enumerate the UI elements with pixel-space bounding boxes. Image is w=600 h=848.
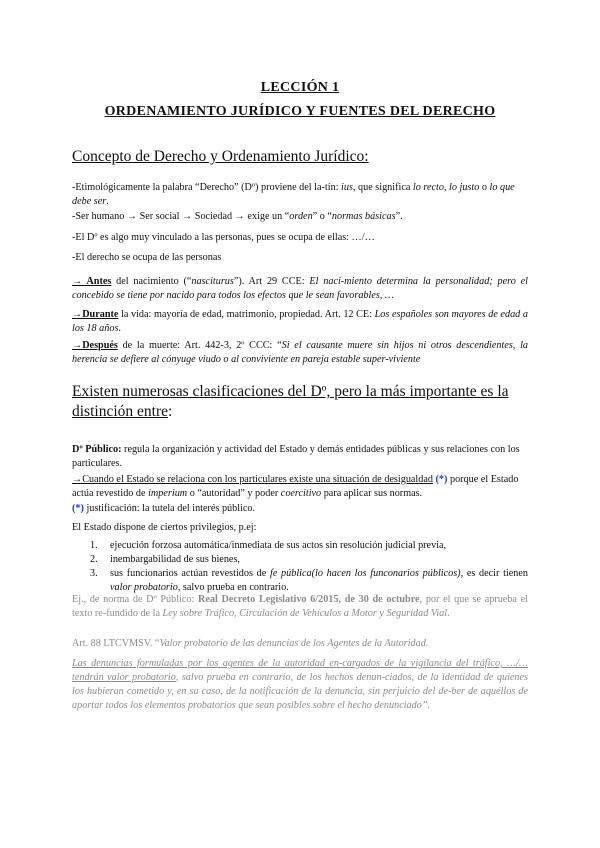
asterisk-note-marker: (*)	[72, 503, 84, 514]
section-heading-concepto: Concepto de Derecho y Ordenamiento Jurídico:	[72, 148, 369, 165]
paragraph-ejemplo: Ej., de norma de Dº Público: Real Decreto Legislativo 6/2015, de 30 de octubre, por el que se aprueba el texto re-fundido de la Ley sobre Tráfico, Circulación de Vehículos a Motor y Seguridad Vial.	[72, 594, 528, 620]
asterisk-note-marker: (*)	[435, 474, 448, 485]
paragraph-derecho-personas: -El derecho se ocupa de las personas	[72, 252, 222, 263]
paragraph-ser-humano: -Ser humano → Ser social → Sociedad → exige un “orden” o “normas básicas”.	[72, 211, 403, 222]
paragraph-cita-denuncias: Las denuncias formuladas por los agentes de la autoridad en-cargados de la vigilancia del tráfico, …/… tendrán valor probatorio, salvo prueba en contrario, de los hechos denun-ciados, de la identidad de quienes los hubieran cometido y, en su caso, de la notificación de la denuncia, sin perjuicio del de-ber de aquéllos de aportar todos los elementos probatorios que sean posibles sobre el hecho denunciado”.	[72, 658, 528, 712]
list-item: 2. inembargabilidad de sus bienes,	[90, 554, 240, 566]
paragraph-personas: -El Dº es algo muy vinculado a las personas, pues se ocupa de ellas: …/…	[72, 232, 375, 243]
paragraph-etimologia: -Etimológicamente la palabra “Derecho” (Dº) proviene del la-tín: ius, que significa lo recto, lo justo o lo que debe ser.	[72, 182, 515, 208]
paragraph-antes: → Antes del nacimiento (“nasciturus”). Art 29 CCE: El naci-miento determina la personalidad; pero el concebido se tiene por nacido para todos los efectos que le sean favorables, …	[72, 276, 528, 302]
privileges-list	[90, 539, 528, 595]
paragraph-durante: →Durante la vida: mayoría de edad, matrimonio, propiedad. Art. 12 CE: Los españoles son mayores de edad a los 18 años.	[72, 309, 528, 335]
list-item: 3. sus funcionarios actúan revestidos de fe pública(lo hacen los funconarios públicos), es decir tienen valor probatorio, salvo prueba en contrario.	[90, 568, 528, 594]
lesson-title	[72, 78, 528, 97]
paragraph-justificacion: (*) justificación: la tutela del interés público.	[72, 503, 256, 514]
lesson-subtitle: ORDENAMIENTO JURÍDICO Y FUENTES DEL DERECHO	[104, 104, 496, 119]
section-heading-clasificaciones: Existen numerosas clasificaciones del Dº, pero la más importante es la distinción entre:	[72, 383, 509, 420]
paragraph-derecho-publico: Dº Público: regula la organización y actividad del Estado y demás entidades públicas y sus relaciones con los particulares.	[72, 444, 520, 470]
paragraph-articulo: Art. 88 LTCVMSV. “Valor probatorio de las denuncias de los Agentes de la Autoridad.	[72, 638, 429, 649]
paragraph-privilegios: El Estado dispone de ciertos privilegios, p.ej:	[72, 522, 257, 533]
lesson-number: LECCIÓN 1	[260, 80, 340, 95]
paragraph-despues: →Después de la muerte: Art. 442-3, 2º CCC: “Si el causante muere sin hijos ni otros descendientes, la herencia se defiere al cónyuge viudo o al conviviente en pareja estable super-viviente	[72, 340, 529, 366]
paragraph-desigualdad: →Cuando el Estado se relaciona con los particulares existe una situación de desigualdad (*) porque el Estado actúa revestido de imperium o “autoridad” y poder coercitivo para aplicar sus normas.	[72, 474, 519, 500]
list-item: 1. ejecución forzosa automática/inmediata de sus actos sin resolución judicial previa,	[90, 540, 447, 551]
